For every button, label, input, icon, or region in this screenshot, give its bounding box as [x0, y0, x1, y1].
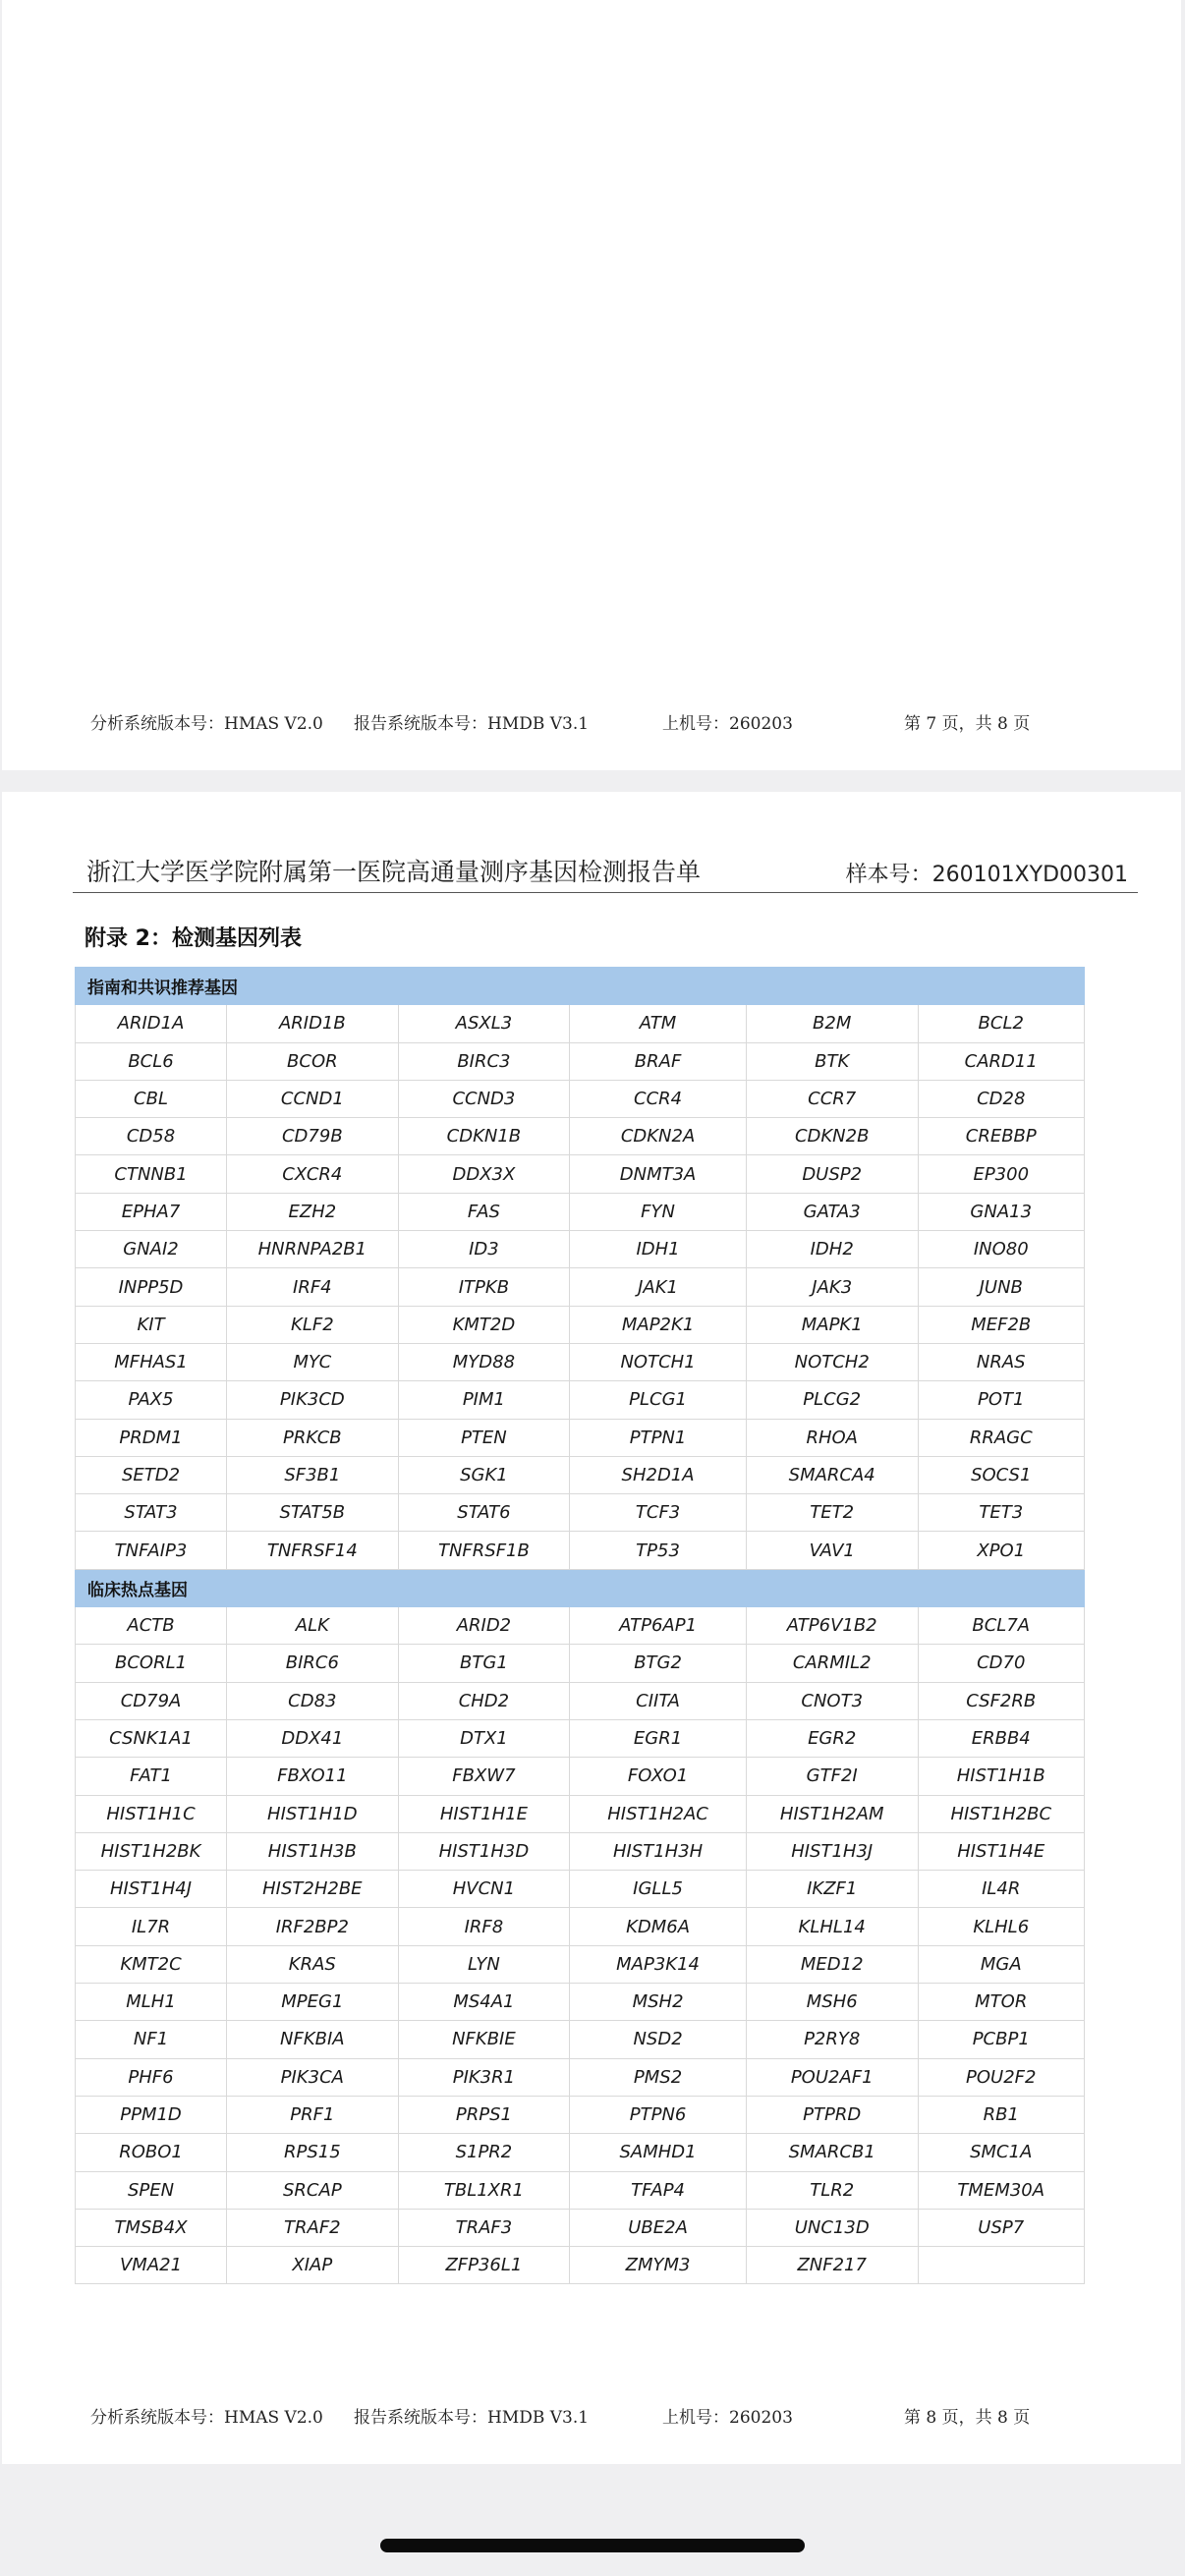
gene-cell: ITPKB — [398, 1268, 570, 1306]
appendix-title: 附录 2：检测基因列表 — [85, 926, 302, 951]
gene-cell: TMEM30A — [918, 2171, 1085, 2209]
gene-cell: SF3B1 — [227, 1456, 399, 1493]
sample-number: 样本号：260101XYD00301 — [845, 863, 1128, 887]
gene-cell: HVCN1 — [398, 1871, 570, 1908]
gene-cell: TBL1XR1 — [398, 2171, 570, 2209]
gene-cell: PIK3CD — [227, 1381, 399, 1419]
analysis-version: 分析系统版本号：HMAS V2.0 — [90, 714, 323, 734]
gene-cell: SRCAP — [227, 2171, 399, 2209]
gene-cell: UNC13D — [746, 2209, 918, 2246]
run-number: 上机号：260203 — [662, 2408, 793, 2428]
gene-cell: PLCG2 — [746, 1381, 918, 1419]
analysis-version: 分析系统版本号：HMAS V2.0 — [90, 2408, 323, 2428]
gene-cell: RHOA — [746, 1419, 918, 1456]
gene-cell: GNA13 — [918, 1193, 1085, 1230]
gene-cell: CCR7 — [746, 1080, 918, 1117]
gene-cell: CARMIL2 — [746, 1645, 918, 1682]
table-row — [76, 1456, 1085, 1493]
gene-cell: PRPS1 — [398, 2096, 570, 2133]
gene-cell: CXCR4 — [227, 1155, 399, 1193]
gene-cell: NF1 — [76, 2021, 227, 2058]
gene-cell: PIK3R1 — [398, 2058, 570, 2096]
table-row — [76, 2209, 1085, 2246]
gene-cell: ZFP36L1 — [398, 2247, 570, 2284]
gene-cell: BIRC3 — [398, 1042, 570, 1080]
gene-cell: KLF2 — [227, 1306, 399, 1343]
table-row — [76, 1607, 1085, 1645]
table-row — [76, 1795, 1085, 1832]
table-row — [76, 2096, 1085, 2133]
table-row — [76, 1419, 1085, 1456]
gene-cell: IRF2BP2 — [227, 1908, 399, 1945]
gene-cell: ARID1A — [76, 1005, 227, 1042]
gene-cell: CARD11 — [918, 1042, 1085, 1080]
gene-cell: HIST1H3D — [398, 1832, 570, 1870]
gene-cell: KDM6A — [570, 1908, 747, 1945]
table-row — [76, 1381, 1085, 1419]
gene-cell: RB1 — [918, 2096, 1085, 2133]
category-header-row — [76, 1569, 1085, 1606]
gene-cell: IRF8 — [398, 1908, 570, 1945]
gene-cell: SOCS1 — [918, 1456, 1085, 1493]
gene-cell: ARID1B — [227, 1005, 399, 1042]
table-row — [76, 1306, 1085, 1343]
gene-cell: CD79B — [227, 1118, 399, 1155]
gene-cell: TNFRSF1B — [398, 1532, 570, 1569]
gene-cell: PTPRD — [746, 2096, 918, 2133]
table-row — [76, 1832, 1085, 1870]
gene-cell: SMC1A — [918, 2134, 1085, 2171]
gene-cell: CSNK1A1 — [76, 1719, 227, 1757]
gene-cell: ZMYM3 — [570, 2247, 747, 2284]
gene-cell: XIAP — [227, 2247, 399, 2284]
gene-cell: HIST1H1D — [227, 1795, 399, 1832]
gene-cell: ACTB — [76, 1607, 227, 1645]
gene-cell: MYC — [227, 1343, 399, 1380]
gene-cell: GATA3 — [746, 1193, 918, 1230]
gene-cell: KMT2D — [398, 1306, 570, 1343]
gene-cell: FAT1 — [76, 1758, 227, 1795]
gene-cell: PIM1 — [398, 1381, 570, 1419]
gene-cell: HIST1H4J — [76, 1871, 227, 1908]
table-row — [76, 1494, 1085, 1532]
gene-cell: UBE2A — [570, 2209, 747, 2246]
gene-cell: CCND1 — [227, 1080, 399, 1117]
gene-cell: HIST1H4E — [918, 1832, 1085, 1870]
gene-cell: HIST1H1E — [398, 1795, 570, 1832]
gene-cell: ASXL3 — [398, 1005, 570, 1042]
table-row — [76, 1268, 1085, 1306]
table-row — [76, 1042, 1085, 1080]
gene-cell: CD70 — [918, 1645, 1085, 1682]
gene-cell: IDH2 — [746, 1231, 918, 1268]
gene-cell: PTEN — [398, 1419, 570, 1456]
gene-cell: PCBP1 — [918, 2021, 1085, 2058]
gene-cell: JUNB — [918, 1268, 1085, 1306]
gene-cell: ALK — [227, 1607, 399, 1645]
gene-cell: CHD2 — [398, 1682, 570, 1719]
table-row — [76, 2171, 1085, 2209]
gene-cell: FBXW7 — [398, 1758, 570, 1795]
gene-cell: USP7 — [918, 2209, 1085, 2246]
gene-cell: POT1 — [918, 1381, 1085, 1419]
gene-cell: EGR1 — [570, 1719, 747, 1757]
gene-cell: FAS — [398, 1193, 570, 1230]
report-version: 报告系统版本号：HMDB V3.1 — [354, 2408, 590, 2428]
gene-cell: DUSP2 — [746, 1155, 918, 1193]
gene-cell: CCND3 — [398, 1080, 570, 1117]
table-row — [76, 2058, 1085, 2096]
gene-cell: CNOT3 — [746, 1682, 918, 1719]
gene-cell: FOXO1 — [570, 1758, 747, 1795]
gene-cell: MYD88 — [398, 1343, 570, 1380]
gene-cell: BCOR — [227, 1042, 399, 1080]
table-row — [76, 2134, 1085, 2171]
gene-cell: NOTCH1 — [570, 1343, 747, 1380]
gene-cell: BCL6 — [76, 1042, 227, 1080]
page-number: 第 7 页，共 8 页 — [904, 714, 1031, 734]
gene-cell: TP53 — [570, 1532, 747, 1569]
gene-cell: CSF2RB — [918, 1682, 1085, 1719]
gene-cell: TET2 — [746, 1494, 918, 1532]
gene-cell: PLCG1 — [570, 1381, 747, 1419]
gene-cell: HIST2H2BE — [227, 1871, 399, 1908]
table-row — [76, 1645, 1085, 1682]
gene-cell: CBL — [76, 1080, 227, 1117]
gene-cell: MAP2K1 — [570, 1306, 747, 1343]
gene-cell: P2RY8 — [746, 2021, 918, 2058]
gene-cell: TFAP4 — [570, 2171, 747, 2209]
gene-cell: RPS15 — [227, 2134, 399, 2171]
gene-cell: MSH2 — [570, 1984, 747, 2021]
gene-cell: BIRC6 — [227, 1645, 399, 1682]
table-row — [76, 1908, 1085, 1945]
table-row — [76, 2021, 1085, 2058]
gene-cell: CREBBP — [918, 1118, 1085, 1155]
table-row — [76, 1984, 1085, 2021]
gene-cell: TMSB4X — [76, 2209, 227, 2246]
gene-cell: ID3 — [398, 1231, 570, 1268]
gene-cell: MTOR — [918, 1984, 1085, 2021]
gene-cell: SMARCA4 — [746, 1456, 918, 1493]
gene-cell: FBXO11 — [227, 1758, 399, 1795]
gene-cell: INO80 — [918, 1231, 1085, 1268]
gene-cell: ZNF217 — [746, 2247, 918, 2284]
gene-cell: PRKCB — [227, 1419, 399, 1456]
gene-cell: IKZF1 — [746, 1871, 918, 1908]
gene-cell: HIST1H3B — [227, 1832, 399, 1870]
gene-cell: XPO1 — [918, 1532, 1085, 1569]
gene-cell: HIST1H3J — [746, 1832, 918, 1870]
gene-cell: EP300 — [918, 1155, 1085, 1193]
gene-cell: HIST1H2BK — [76, 1832, 227, 1870]
table-row — [76, 1231, 1085, 1268]
gene-cell: DNMT3A — [570, 1155, 747, 1193]
gene-cell: SETD2 — [76, 1456, 227, 1493]
gene-cell: TNFRSF14 — [227, 1532, 399, 1569]
gene-cell: CDKN2A — [570, 1118, 747, 1155]
gene-cell: ROBO1 — [76, 2134, 227, 2171]
gene-cell: HIST1H1B — [918, 1758, 1085, 1795]
report-page-7 — [2, 0, 1181, 770]
gene-cell: IGLL5 — [570, 1871, 747, 1908]
gene-cell: IRF4 — [227, 1268, 399, 1306]
gene-cell: ATP6V1B2 — [746, 1607, 918, 1645]
gene-cell: TRAF3 — [398, 2209, 570, 2246]
gene-cell — [918, 2247, 1085, 2284]
home-indicator[interactable] — [380, 2539, 805, 2552]
gene-cell: SMARCB1 — [746, 2134, 918, 2171]
table-row — [76, 1005, 1085, 1042]
gene-cell: MS4A1 — [398, 1984, 570, 2021]
gene-list-table — [75, 967, 1085, 2284]
gene-cell: BTG1 — [398, 1645, 570, 1682]
report-version: 报告系统版本号：HMDB V3.1 — [354, 714, 590, 734]
gene-cell: BCL2 — [918, 1005, 1085, 1042]
gene-cell: PAX5 — [76, 1381, 227, 1419]
page-header — [73, 853, 1138, 893]
category-title: 临床热点基因 — [76, 1569, 1085, 1606]
gene-cell: IL4R — [918, 1871, 1085, 1908]
gene-cell: IL7R — [76, 1908, 227, 1945]
report-title: 浙江大学医学院附属第一医院高通量测序基因检测报告单 — [86, 858, 702, 886]
gene-cell: PRDM1 — [76, 1419, 227, 1456]
gene-cell: FYN — [570, 1193, 747, 1230]
gene-cell: BRAF — [570, 1042, 747, 1080]
table-row — [76, 1758, 1085, 1795]
gene-cell: INPP5D — [76, 1268, 227, 1306]
gene-cell: JAK1 — [570, 1268, 747, 1306]
gene-cell: NFKBIA — [227, 2021, 399, 2058]
gene-cell: BCORL1 — [76, 1645, 227, 1682]
gene-cell: STAT3 — [76, 1494, 227, 1532]
gene-cell: CDKN2B — [746, 1118, 918, 1155]
gene-cell: TCF3 — [570, 1494, 747, 1532]
page-number: 第 8 页，共 8 页 — [904, 2408, 1031, 2428]
gene-cell: BCL7A — [918, 1607, 1085, 1645]
gene-cell: MAP3K14 — [570, 1945, 747, 1983]
gene-cell: MFHAS1 — [76, 1343, 227, 1380]
gene-cell: KMT2C — [76, 1945, 227, 1983]
gene-cell: MPEG1 — [227, 1984, 399, 2021]
gene-cell: MLH1 — [76, 1984, 227, 2021]
gene-cell: PMS2 — [570, 2058, 747, 2096]
gene-cell: DDX3X — [398, 1155, 570, 1193]
gene-cell: MGA — [918, 1945, 1085, 1983]
gene-cell: PIK3CA — [227, 2058, 399, 2096]
gene-cell: S1PR2 — [398, 2134, 570, 2171]
table-row — [76, 1945, 1085, 1983]
gene-cell: IDH1 — [570, 1231, 747, 1268]
gene-cell: NFKBIE — [398, 2021, 570, 2058]
gene-cell: POU2AF1 — [746, 2058, 918, 2096]
gene-cell: NSD2 — [570, 2021, 747, 2058]
gene-cell: KLHL14 — [746, 1908, 918, 1945]
gene-cell: ATP6AP1 — [570, 1607, 747, 1645]
gene-cell: RRAGC — [918, 1419, 1085, 1456]
gene-cell: ERBB4 — [918, 1719, 1085, 1757]
gene-cell: HIST1H1C — [76, 1795, 227, 1832]
category-title: 指南和共识推荐基因 — [76, 968, 1085, 1005]
gene-cell: MSH6 — [746, 1984, 918, 2021]
gene-cell: HNRNPA2B1 — [227, 1231, 399, 1268]
gene-cell: GTF2I — [746, 1758, 918, 1795]
gene-cell: PTPN6 — [570, 2096, 747, 2133]
gene-cell: KRAS — [227, 1945, 399, 1983]
gene-cell: SPEN — [76, 2171, 227, 2209]
gene-cell: GNAI2 — [76, 1231, 227, 1268]
gene-cell: PRF1 — [227, 2096, 399, 2133]
gene-cell: ATM — [570, 1005, 747, 1042]
gene-cell: HIST1H2BC — [918, 1795, 1085, 1832]
table-row — [76, 1193, 1085, 1230]
gene-cell: PPM1D — [76, 2096, 227, 2133]
gene-cell: EZH2 — [227, 1193, 399, 1230]
gene-cell: CTNNB1 — [76, 1155, 227, 1193]
gene-cell: CD58 — [76, 1118, 227, 1155]
gene-cell: CDKN1B — [398, 1118, 570, 1155]
gene-cell: KIT — [76, 1306, 227, 1343]
gene-cell: HIST1H2AC — [570, 1795, 747, 1832]
table-row — [76, 1532, 1085, 1569]
table-row — [76, 1080, 1085, 1117]
gene-cell: MAPK1 — [746, 1306, 918, 1343]
table-row — [76, 1871, 1085, 1908]
gene-cell: TET3 — [918, 1494, 1085, 1532]
category-header-row — [76, 968, 1085, 1005]
gene-cell: VMA21 — [76, 2247, 227, 2284]
table-row — [76, 2247, 1085, 2284]
gene-cell: CD28 — [918, 1080, 1085, 1117]
gene-cell: EPHA7 — [76, 1193, 227, 1230]
gene-cell: PHF6 — [76, 2058, 227, 2096]
gene-cell: TNFAIP3 — [76, 1532, 227, 1569]
gene-cell: STAT6 — [398, 1494, 570, 1532]
gene-cell: DTX1 — [398, 1719, 570, 1757]
gene-cell: ARID2 — [398, 1607, 570, 1645]
table-row — [76, 1343, 1085, 1380]
gene-cell: SH2D1A — [570, 1456, 747, 1493]
gene-cell: SAMHD1 — [570, 2134, 747, 2171]
gene-cell: POU2F2 — [918, 2058, 1085, 2096]
gene-cell: TLR2 — [746, 2171, 918, 2209]
table-row — [76, 1118, 1085, 1155]
gene-cell: SGK1 — [398, 1456, 570, 1493]
gene-cell: BTK — [746, 1042, 918, 1080]
gene-cell: PTPN1 — [570, 1419, 747, 1456]
gene-cell: HIST1H2AM — [746, 1795, 918, 1832]
gene-cell: NOTCH2 — [746, 1343, 918, 1380]
gene-cell: B2M — [746, 1005, 918, 1042]
gene-cell: EGR2 — [746, 1719, 918, 1757]
table-row — [76, 1682, 1085, 1719]
gene-cell: DDX41 — [227, 1719, 399, 1757]
gene-cell: VAV1 — [746, 1532, 918, 1569]
gene-cell: BTG2 — [570, 1645, 747, 1682]
gene-cell: NRAS — [918, 1343, 1085, 1380]
gene-cell: CCR4 — [570, 1080, 747, 1117]
table-row — [76, 1719, 1085, 1757]
gene-cell: MEF2B — [918, 1306, 1085, 1343]
gene-cell: KLHL6 — [918, 1908, 1085, 1945]
gene-cell: CIITA — [570, 1682, 747, 1719]
gene-cell: STAT5B — [227, 1494, 399, 1532]
table-row — [76, 1155, 1085, 1193]
gene-cell: JAK3 — [746, 1268, 918, 1306]
run-number: 上机号：260203 — [662, 714, 793, 734]
gene-cell: MED12 — [746, 1945, 918, 1983]
gene-cell: CD83 — [227, 1682, 399, 1719]
gene-cell: TRAF2 — [227, 2209, 399, 2246]
report-page-8 — [2, 792, 1181, 2464]
gene-cell: LYN — [398, 1945, 570, 1983]
gene-cell: CD79A — [76, 1682, 227, 1719]
gene-cell: HIST1H3H — [570, 1832, 747, 1870]
